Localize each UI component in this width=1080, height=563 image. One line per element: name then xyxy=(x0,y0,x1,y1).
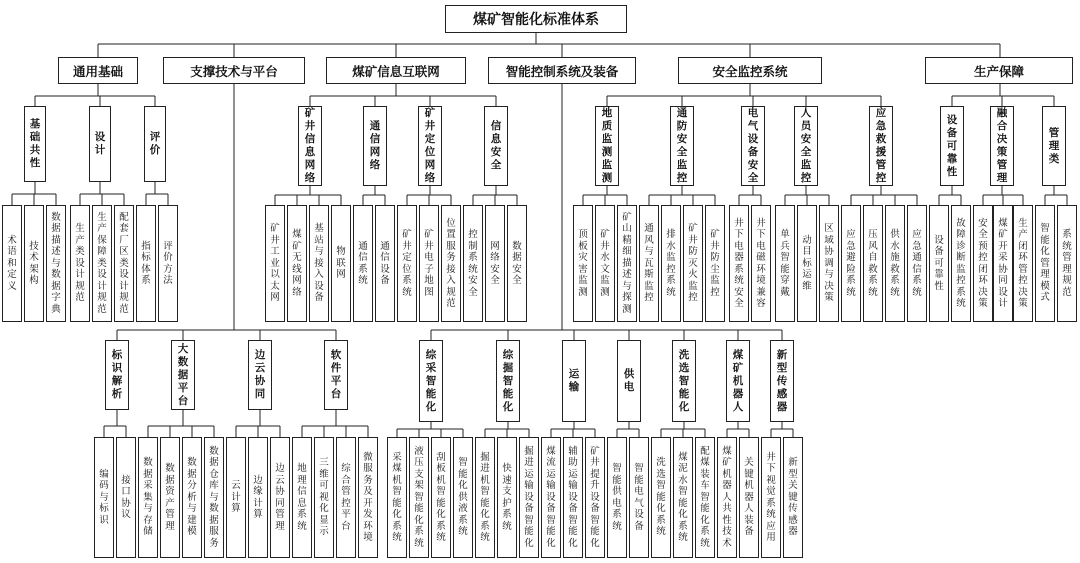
leaf-data-collection: 数据采集与存储 xyxy=(138,437,158,558)
leaf-coal-flow: 煤流运输设备智能化 xyxy=(541,437,561,558)
leaf-data-analysis: 数据分析与建模 xyxy=(182,437,202,558)
group-personnel-safety: 人员安全监控 xyxy=(794,106,818,186)
leaf-evaluation-method: 评价方法 xyxy=(158,205,178,322)
leaf-3d-visualization: 三维可视化显示 xyxy=(314,437,334,558)
leaf-area-coordination: 区域协调与决策 xyxy=(819,205,839,322)
group-edge-cloud: 边云协同 xyxy=(248,340,272,410)
group-transport: 运输 xyxy=(562,340,586,422)
leaf-robot-common-tech: 煤矿机器人共性技术 xyxy=(717,437,737,558)
group-management: 管理类 xyxy=(1042,106,1066,186)
root-node: 煤矿智能化标准体系 xyxy=(445,5,627,33)
leaf-positioning-system: 矿井定位系统 xyxy=(397,205,417,322)
leaf-moving-target: 动目标运维 xyxy=(797,205,817,322)
leaf-electrical-system: 井下电器系统安全 xyxy=(729,205,749,322)
leaf-smart-power-system: 智能供电系统 xyxy=(607,437,627,558)
leaf-roof-disaster: 顶板灾害监测 xyxy=(573,205,593,322)
category-intelligent-control: 智能控制系统及装备 xyxy=(488,57,636,84)
leaf-control-security: 控制系统安全 xyxy=(463,205,483,322)
group-power-supply: 供电 xyxy=(617,340,641,422)
leaf-dust-prevention: 矿井防尘监控 xyxy=(705,205,725,322)
leaf-iot: 物联网 xyxy=(331,205,351,322)
group-info-security: 信息安全 xyxy=(484,106,508,186)
leaf-data-asset: 数据资产管理 xyxy=(160,437,180,558)
leaf-shearer: 采煤机智能化系统 xyxy=(387,437,407,558)
leaf-support-design: 生产保障类设计规范 xyxy=(92,205,112,322)
leaf-location-service: 位置服务接入规范 xyxy=(441,205,461,322)
leaf-network-security: 网络安全 xyxy=(485,205,505,322)
leaf-tech-architecture: 技术架构 xyxy=(24,205,44,322)
leaf-hydrology: 矿井水文监测 xyxy=(595,205,615,322)
group-big-data-platform: 大数据平台 xyxy=(171,340,195,410)
leaf-roadheader: 掘进机智能化系统 xyxy=(475,437,495,558)
category-production-support: 生产保障 xyxy=(925,57,1073,84)
leaf-data-security: 数据安全 xyxy=(507,205,527,322)
group-coal-washing: 洗选智能化 xyxy=(672,340,696,422)
group-comm-network: 通信网络 xyxy=(363,106,387,186)
group-electrical-safety: 电气设备安全 xyxy=(741,106,765,186)
leaf-data-dictionary: 数据描述与数据字典 xyxy=(46,205,66,322)
leaf-cloud-computing: 云计算 xyxy=(226,437,246,558)
leaf-gas-monitoring: 通风与瓦斯监控 xyxy=(639,205,659,322)
group-identifier-resolution: 标识解析 xyxy=(105,340,129,410)
leaf-gis: 地理信息系统 xyxy=(292,437,312,558)
category-support-tech: 支撑技术与平台 xyxy=(163,57,305,84)
leaf-rapid-support: 快速支护系统 xyxy=(497,437,517,558)
leaf-production-control: 生产闭环管控决策 xyxy=(1013,205,1033,322)
leaf-coding-identification: 编码与标识 xyxy=(94,437,114,558)
group-equipment-reliability: 设备可靠性 xyxy=(940,106,964,186)
leaf-data-warehouse: 数据仓库与数据服务 xyxy=(204,437,224,558)
leaf-fine-detection: 矿山精细描述与探测 xyxy=(617,205,637,322)
leaf-closed-loop-decision: 安全预控闭环决策 xyxy=(973,205,993,322)
leaf-hoisting: 矿井提升设备智能化 xyxy=(585,437,605,558)
leaf-water-rescue: 供水施救系统 xyxy=(885,205,905,322)
leaf-wireless-network: 煤矿无线网络 xyxy=(287,205,307,322)
group-mine-info-network: 矿井信息网络 xyxy=(298,106,322,186)
group-emergency-rescue: 应急救援管控 xyxy=(869,106,893,186)
leaf-indicator-system: 指标体系 xyxy=(136,205,156,322)
leaf-refuge-system: 应急避险系统 xyxy=(841,205,861,322)
leaf-scraper: 刮板机智能化系统 xyxy=(431,437,451,558)
group-basic-commonality: 基础共性 xyxy=(24,106,46,182)
leaf-electronic-map: 矿井电子地图 xyxy=(419,205,439,322)
leaf-interface-protocol: 接口协议 xyxy=(116,437,136,558)
group-fully-mechanized-mining: 综采智能化 xyxy=(419,340,443,422)
leaf-key-sensors: 新型关键传感器 xyxy=(783,437,803,558)
leaf-liquid-supply: 智能化供液系统 xyxy=(453,437,473,558)
leaf-hydraulic-support: 液压支架智能化系统 xyxy=(409,437,429,558)
leaf-fault-diagnosis: 故障诊断监控系统 xyxy=(951,205,971,322)
leaf-emergency-comm: 应急通信系统 xyxy=(907,205,927,322)
leaf-control-platform: 综合管控平台 xyxy=(336,437,356,558)
leaf-system-management: 系统管理规范 xyxy=(1057,205,1077,322)
leaf-microservices: 微服务及开发环境 xyxy=(358,437,378,558)
category-general-basics: 通用基础 xyxy=(58,57,138,84)
leaf-equipment-reliability: 设备可靠性 xyxy=(929,205,949,322)
leaf-smart-electrical: 智能电气设备 xyxy=(629,437,649,558)
leaf-em-compatibility: 井下电磁环境兼容 xyxy=(751,205,771,322)
leaf-auxiliary-transport: 辅助运输设备智能化 xyxy=(563,437,583,558)
group-decision-management: 融合决策管理 xyxy=(990,106,1014,186)
leaf-production-design: 生产类设计规范 xyxy=(70,205,90,322)
leaf-terms: 术语和定义 xyxy=(2,205,22,322)
leaf-heading-transport: 掘进运输设备智能化 xyxy=(519,437,539,558)
leaf-industrial-ethernet: 矿井工业以太网 xyxy=(265,205,285,322)
group-mine-robot: 煤矿机器人 xyxy=(726,340,750,422)
leaf-wearable: 单兵智能穿戴 xyxy=(775,205,795,322)
group-new-sensor: 新型传感器 xyxy=(770,340,794,422)
leaf-fire-prevention: 矿井防灭火监控 xyxy=(683,205,703,322)
leaf-management-mode: 智能化管理模式 xyxy=(1035,205,1055,322)
group-geo-monitoring: 地质监测监测 xyxy=(595,106,619,186)
leaf-blending-loading: 配煤装车智能化系统 xyxy=(695,437,715,558)
leaf-compressed-air: 压风自救系统 xyxy=(863,205,883,322)
leaf-drainage: 排水监控系统 xyxy=(661,205,681,322)
group-roadheading: 综掘智能化 xyxy=(496,340,520,422)
leaf-washing-system: 洗选智能化系统 xyxy=(651,437,671,558)
leaf-comm-equipment: 通信设备 xyxy=(375,205,395,322)
group-ventilation-safety: 通防安全监控 xyxy=(670,106,694,186)
group-design: 设计 xyxy=(89,106,111,182)
group-software-platform: 软件平台 xyxy=(324,340,348,410)
group-positioning-network: 矿井定位网络 xyxy=(418,106,442,186)
category-info-network: 煤矿信息互联网 xyxy=(326,57,466,84)
leaf-edge-cloud-mgmt: 边云协同管理 xyxy=(270,437,290,558)
leaf-plant-design: 配套厂区类设计规范 xyxy=(114,205,134,322)
leaf-robot-equipment: 关键机器人装备 xyxy=(739,437,759,558)
leaf-base-station: 基站与接入设备 xyxy=(309,205,329,322)
category-safety-monitoring: 安全监控系统 xyxy=(678,57,822,84)
leaf-slurry-system: 煤泥水智能化系统 xyxy=(673,437,693,558)
leaf-comm-system: 通信系统 xyxy=(353,205,373,322)
leaf-vision-system: 井下视觉系统应用 xyxy=(761,437,781,558)
group-evaluation: 评价 xyxy=(144,106,166,182)
leaf-collaborative-design: 煤矿开采协同设计 xyxy=(993,205,1013,322)
leaf-edge-computing: 边缘计算 xyxy=(248,437,268,558)
